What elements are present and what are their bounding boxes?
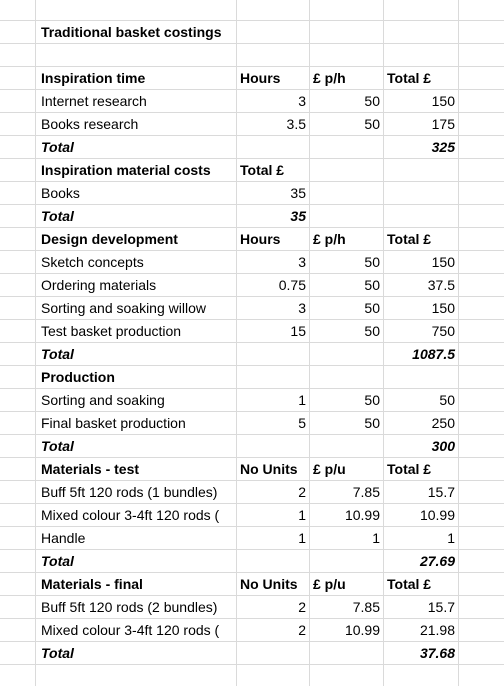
sheet-cell[interactable]: Test basket production bbox=[41, 323, 182, 339]
sheet-cell[interactable]: Production bbox=[41, 369, 115, 385]
sheet-row bbox=[0, 205, 504, 228]
sheet-cell[interactable]: 35 bbox=[290, 185, 306, 201]
sheet-cell[interactable]: Total £ bbox=[387, 461, 432, 477]
sheet-row bbox=[0, 343, 504, 366]
sheet-cell[interactable]: Total bbox=[41, 208, 74, 224]
sheet-cell[interactable]: 3 bbox=[298, 300, 306, 316]
sheet-cell[interactable] bbox=[310, 642, 383, 665]
sheet-cell[interactable]: Ordering materials bbox=[41, 277, 157, 293]
sheet-cell[interactable]: 35 bbox=[290, 208, 306, 224]
sheet-row bbox=[0, 458, 504, 481]
sheet-cell[interactable]: 150 bbox=[431, 93, 455, 109]
sheet-cell[interactable]: 1 bbox=[447, 530, 455, 546]
sheet-cell[interactable]: 50 bbox=[364, 300, 380, 316]
sheet-cell[interactable]: 750 bbox=[431, 323, 455, 339]
sheet-cell[interactable]: Total bbox=[41, 645, 74, 661]
sheet-cell[interactable]: £ p/u bbox=[313, 576, 346, 592]
sheet-cell[interactable]: 5 bbox=[298, 415, 306, 431]
sheet-cell[interactable]: 3.5 bbox=[286, 116, 306, 132]
sheet-cell[interactable]: Books bbox=[41, 185, 80, 201]
sheet-cell[interactable]: Buff 5ft 120 rods (2 bundles) bbox=[41, 599, 218, 615]
sheet-row bbox=[0, 320, 504, 343]
sheet-cell[interactable]: Design development bbox=[41, 231, 178, 247]
sheet-cell[interactable]: 2 bbox=[298, 622, 306, 638]
sheet-row bbox=[0, 481, 504, 504]
sheet-cell[interactable]: £ p/h bbox=[313, 70, 346, 86]
sheet-cell[interactable]: Handle bbox=[41, 530, 86, 546]
sheet-cell[interactable]: 37.68 bbox=[419, 645, 455, 661]
sheet-cell[interactable]: 27.69 bbox=[419, 553, 455, 569]
sheet-cell[interactable] bbox=[310, 182, 383, 205]
sheet-cell[interactable]: Total £ bbox=[240, 162, 285, 178]
sheet-row bbox=[0, 136, 504, 159]
sheet-row bbox=[0, 113, 504, 136]
sheet-cell[interactable] bbox=[237, 21, 309, 44]
sheet-cell[interactable]: Buff 5ft 120 rods (1 bundles) bbox=[41, 484, 218, 500]
sheet-cell[interactable] bbox=[310, 136, 383, 159]
sheet-row bbox=[0, 67, 504, 90]
sheet-row bbox=[0, 228, 504, 251]
sheet-cell[interactable]: 1087.5 bbox=[412, 346, 455, 362]
sheet-cell[interactable]: 2 bbox=[298, 599, 306, 615]
sheet-cell[interactable] bbox=[384, 366, 458, 389]
sheet-cell[interactable]: 7.85 bbox=[352, 484, 380, 500]
sheet-cell[interactable]: Mixed colour 3-4ft 120 rods ( bbox=[41, 507, 220, 523]
sheet-cell[interactable]: 50 bbox=[439, 392, 455, 408]
sheet-cell[interactable] bbox=[36, 44, 236, 67]
sheet-cell[interactable] bbox=[310, 44, 383, 67]
sheet-row bbox=[0, 366, 504, 389]
sheet-row bbox=[0, 527, 504, 550]
sheet-cell[interactable]: 3 bbox=[298, 254, 306, 270]
sheet-cell[interactable]: 150 bbox=[431, 300, 455, 316]
sheet-cell[interactable] bbox=[384, 182, 458, 205]
sheet-cell[interactable] bbox=[310, 550, 383, 573]
sheet-cell[interactable]: 7.85 bbox=[352, 599, 380, 615]
sheet-cell[interactable]: 10.99 bbox=[344, 622, 380, 638]
sheet-cell[interactable]: Total £ bbox=[387, 231, 432, 247]
sheet-row bbox=[0, 596, 504, 619]
sheet-cell[interactable]: 50 bbox=[364, 323, 380, 339]
sheet-cell[interactable] bbox=[237, 550, 309, 573]
sheet-cell[interactable]: Inspiration material costs bbox=[41, 162, 211, 178]
sheet-cell[interactable]: 250 bbox=[431, 415, 455, 431]
sheet-cell[interactable] bbox=[384, 21, 458, 44]
sheet-cell[interactable]: 50 bbox=[364, 415, 380, 431]
sheet-cell[interactable]: Total £ bbox=[387, 576, 432, 592]
sheet-cell[interactable] bbox=[237, 136, 309, 159]
sheet-cell[interactable]: 50 bbox=[364, 93, 380, 109]
sheet-cell[interactable]: No Units bbox=[240, 576, 298, 592]
sheet-row bbox=[0, 619, 504, 642]
sheet-cell[interactable]: 175 bbox=[431, 116, 455, 132]
sheet-cell[interactable]: Materials - final bbox=[41, 576, 143, 592]
sheet-cell[interactable] bbox=[237, 44, 309, 67]
sheet-cell[interactable]: 15.7 bbox=[427, 599, 455, 615]
sheet-cell[interactable]: 325 bbox=[431, 139, 455, 155]
sheet-cell[interactable]: 15.7 bbox=[427, 484, 455, 500]
sheet-cell[interactable]: 21.98 bbox=[419, 622, 455, 638]
sheet-cell[interactable] bbox=[384, 159, 458, 182]
sheet-row bbox=[0, 44, 504, 67]
sheet-cell[interactable]: Inspiration time bbox=[41, 70, 146, 86]
sheet-cell[interactable] bbox=[310, 366, 383, 389]
sheet-cell[interactable]: 1 bbox=[298, 392, 306, 408]
sheet-row bbox=[0, 90, 504, 113]
sheet-cell[interactable]: 0.75 bbox=[278, 277, 306, 293]
sheet-row bbox=[0, 274, 504, 297]
sheet-cell[interactable]: No Units bbox=[240, 461, 298, 477]
sheet-cell[interactable]: 50 bbox=[364, 392, 380, 408]
sheet-row bbox=[0, 573, 504, 596]
sheet-cell[interactable] bbox=[310, 343, 383, 366]
sheet-cell[interactable]: 10.99 bbox=[419, 507, 455, 523]
sheet-cell[interactable]: Total bbox=[41, 139, 74, 155]
sheet-cell[interactable]: 1 bbox=[298, 507, 306, 523]
sheet-cell[interactable]: £ p/u bbox=[313, 461, 346, 477]
sheet-cell[interactable]: 37.5 bbox=[427, 277, 455, 293]
sheet-cell[interactable]: 1 bbox=[298, 530, 306, 546]
sheet-cell[interactable] bbox=[384, 205, 458, 228]
sheet-row bbox=[0, 182, 504, 205]
sheet-cell[interactable]: Total bbox=[41, 438, 74, 454]
sheet-cell[interactable] bbox=[310, 21, 383, 44]
sheet-cell[interactable]: Sorting and soaking bbox=[41, 392, 165, 408]
sheet-row bbox=[0, 21, 504, 44]
sheet-cell[interactable] bbox=[237, 642, 309, 665]
sheet-cell[interactable]: £ p/h bbox=[313, 231, 346, 247]
sheet-cell[interactable]: 50 bbox=[364, 116, 380, 132]
sheet-cell[interactable]: Mixed colour 3-4ft 120 rods ( bbox=[41, 622, 220, 638]
sheet-row bbox=[0, 389, 504, 412]
sheet-cell[interactable]: 300 bbox=[431, 438, 455, 454]
sheet-cell[interactable]: Sorting and soaking willow bbox=[41, 300, 206, 316]
sheet-cell[interactable] bbox=[237, 366, 309, 389]
sheet-cell[interactable] bbox=[237, 435, 309, 458]
sheet-cell[interactable] bbox=[237, 343, 309, 366]
sheet-cell[interactable]: Total bbox=[41, 346, 74, 362]
sheet-cell[interactable]: Sketch concepts bbox=[41, 254, 144, 270]
sheet-cell[interactable] bbox=[310, 159, 383, 182]
sheet-cell[interactable]: Internet research bbox=[41, 93, 147, 109]
sheet-cell[interactable]: 10.99 bbox=[344, 507, 380, 523]
sheet-row bbox=[0, 435, 504, 458]
sheet-cell[interactable]: 150 bbox=[431, 254, 455, 270]
sheet-cell[interactable]: Total bbox=[41, 553, 74, 569]
sheet-row bbox=[0, 642, 504, 665]
sheet-cell[interactable]: 2 bbox=[298, 484, 306, 500]
sheet-row bbox=[0, 412, 504, 435]
sheet-cell[interactable]: 1 bbox=[372, 530, 380, 546]
sheet-row bbox=[0, 251, 504, 274]
sheet-cell[interactable]: Hours bbox=[240, 231, 281, 247]
sheet-row bbox=[0, 159, 504, 182]
sheet-cell[interactable] bbox=[384, 44, 458, 67]
sheet-cell[interactable]: Books research bbox=[41, 116, 139, 132]
sheet-cell[interactable]: 3 bbox=[298, 93, 306, 109]
sheet-cell[interactable]: 50 bbox=[364, 254, 380, 270]
sheet-cell[interactable]: Materials - test bbox=[41, 461, 140, 477]
sheet-row bbox=[0, 297, 504, 320]
sheet-row bbox=[0, 550, 504, 573]
sheet-cell[interactable]: Hours bbox=[240, 70, 281, 86]
sheet-cell[interactable]: Total £ bbox=[387, 70, 432, 86]
sheet-cell[interactable] bbox=[310, 435, 383, 458]
sheet-cell[interactable]: Final basket production bbox=[41, 415, 186, 431]
sheet-row bbox=[0, 504, 504, 527]
sheet-cell[interactable] bbox=[310, 205, 383, 228]
sheet-cell[interactable]: 15 bbox=[290, 323, 306, 339]
sheet-cell[interactable]: 50 bbox=[364, 277, 380, 293]
sheet-cell[interactable]: Traditional basket costings bbox=[41, 24, 222, 40]
